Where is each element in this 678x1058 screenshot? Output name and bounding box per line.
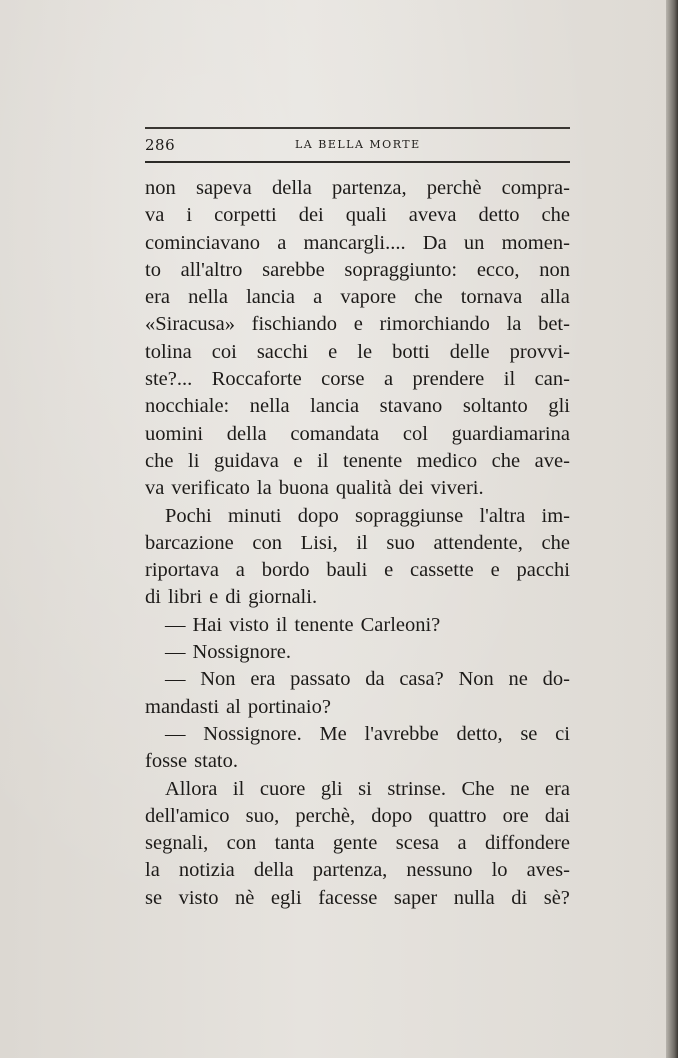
word: stavano bbox=[379, 395, 443, 418]
text-line bbox=[145, 284, 570, 311]
word: momen- bbox=[501, 231, 570, 254]
word: tenente bbox=[294, 613, 354, 636]
word: giornali. bbox=[248, 586, 318, 609]
word: coi bbox=[211, 340, 237, 363]
word: alla bbox=[540, 286, 570, 309]
body-text bbox=[145, 175, 570, 912]
word: rimorchiando bbox=[379, 313, 490, 336]
word: il bbox=[503, 368, 516, 391]
text-line bbox=[145, 830, 570, 857]
word: della bbox=[253, 859, 294, 882]
word: che bbox=[145, 449, 174, 472]
word: segnali, bbox=[145, 832, 209, 855]
word: Non bbox=[458, 668, 494, 691]
word: era bbox=[145, 286, 171, 309]
word: dei bbox=[298, 204, 324, 227]
word: can- bbox=[534, 368, 570, 391]
text-line bbox=[145, 202, 570, 229]
word: — bbox=[165, 722, 186, 745]
word: guardiamarina bbox=[451, 422, 570, 445]
word: lancia bbox=[246, 286, 296, 309]
word: il bbox=[232, 777, 245, 800]
word: quattro bbox=[428, 804, 487, 827]
word: Lisi, bbox=[300, 531, 338, 554]
word: la bbox=[506, 313, 522, 336]
text-line bbox=[145, 339, 570, 366]
word: tenente bbox=[343, 449, 403, 472]
word: suo, bbox=[245, 804, 280, 827]
word: quali bbox=[345, 204, 387, 227]
word: di bbox=[511, 886, 528, 909]
word: dopo bbox=[297, 504, 339, 527]
word: Carleoni? bbox=[360, 613, 441, 636]
text-line bbox=[145, 557, 570, 584]
word: col bbox=[402, 422, 428, 445]
word: provvi- bbox=[509, 340, 570, 363]
running-head: LA BELLA MORTE bbox=[295, 138, 421, 151]
word: bordo bbox=[261, 559, 310, 582]
word: un bbox=[463, 231, 485, 254]
word: che bbox=[541, 531, 570, 554]
word: gente bbox=[332, 832, 378, 855]
word: la bbox=[145, 859, 160, 882]
word: sè? bbox=[543, 886, 570, 909]
word: perchè, bbox=[295, 804, 356, 827]
word: visto bbox=[229, 613, 269, 636]
text-line bbox=[145, 421, 570, 448]
word: ste?... bbox=[145, 368, 193, 391]
word: suo bbox=[386, 531, 415, 554]
word: se bbox=[145, 886, 163, 909]
word: ecco, bbox=[476, 258, 520, 281]
word: qualità bbox=[335, 477, 392, 500]
text-line bbox=[145, 530, 570, 557]
word: nessuno bbox=[406, 859, 473, 882]
word: era bbox=[250, 668, 276, 691]
page-edge-shadow bbox=[666, 0, 678, 1058]
word: portinaio? bbox=[247, 695, 331, 718]
word: riportava bbox=[145, 559, 219, 582]
word: nocchiale: bbox=[145, 395, 230, 418]
word: la bbox=[256, 477, 272, 500]
word: ave- bbox=[534, 449, 570, 472]
word: ne bbox=[510, 777, 530, 800]
word: con bbox=[252, 531, 283, 554]
word: botti bbox=[392, 340, 430, 363]
word: della bbox=[226, 422, 267, 445]
word: va bbox=[145, 204, 165, 227]
text-line bbox=[145, 393, 570, 420]
word: nella bbox=[249, 395, 290, 418]
word: passato bbox=[290, 668, 351, 691]
text-line bbox=[145, 748, 570, 775]
word: e bbox=[328, 340, 338, 363]
word: viveri. bbox=[430, 477, 484, 500]
word: tornava bbox=[460, 286, 523, 309]
word: a bbox=[457, 832, 467, 855]
word: sopraggiunse bbox=[355, 504, 464, 527]
word: facesse bbox=[318, 886, 378, 909]
word: con bbox=[226, 832, 257, 855]
word: da bbox=[365, 668, 385, 691]
word: Allora bbox=[165, 777, 218, 800]
word: non bbox=[145, 177, 176, 199]
word: mancargli.... bbox=[303, 231, 406, 254]
word: e bbox=[353, 313, 363, 336]
word: Roccaforte bbox=[211, 368, 302, 391]
word: sapeva bbox=[195, 177, 252, 199]
word: vapore bbox=[340, 286, 397, 309]
text-line bbox=[145, 257, 570, 284]
word: l'avrebbe bbox=[364, 722, 439, 745]
word: soltanto bbox=[462, 395, 528, 418]
word: visto bbox=[178, 886, 219, 909]
text-line bbox=[145, 311, 570, 338]
word: perchè bbox=[426, 177, 482, 199]
text-line bbox=[145, 666, 570, 693]
text-line bbox=[145, 448, 570, 475]
word: guidava bbox=[213, 449, 279, 472]
text-line bbox=[145, 366, 570, 393]
word: all'altro bbox=[180, 258, 243, 281]
word: lo bbox=[491, 859, 508, 882]
word: va bbox=[145, 477, 165, 500]
word: fischiando bbox=[251, 313, 338, 336]
word: gli bbox=[320, 777, 343, 800]
word: — bbox=[165, 613, 186, 636]
word: ci bbox=[555, 722, 570, 745]
word: li bbox=[188, 449, 200, 472]
word: nella bbox=[188, 286, 228, 309]
text-line bbox=[145, 776, 570, 803]
text-line bbox=[145, 175, 570, 202]
word: stato. bbox=[194, 750, 238, 773]
word: cassette bbox=[410, 559, 474, 582]
word: nè bbox=[235, 886, 255, 909]
word: strinse. bbox=[387, 777, 446, 800]
text-line bbox=[145, 230, 570, 257]
word: Che bbox=[461, 777, 495, 800]
word: casa? bbox=[399, 668, 444, 691]
word: corpetti bbox=[214, 204, 277, 227]
word: Nossignore. bbox=[192, 641, 292, 664]
text-line bbox=[145, 503, 570, 530]
word: scesa bbox=[395, 832, 440, 855]
word: ne bbox=[508, 668, 528, 691]
word: di bbox=[225, 586, 242, 609]
word: pacchi bbox=[516, 559, 570, 582]
word: che bbox=[414, 286, 443, 309]
word: diffondere bbox=[484, 832, 570, 855]
word: tanta bbox=[274, 832, 315, 855]
word: ore bbox=[502, 804, 529, 827]
word: e bbox=[384, 559, 394, 582]
word: compra- bbox=[501, 177, 570, 199]
word: delle bbox=[449, 340, 490, 363]
word: prendere bbox=[412, 368, 485, 391]
word: Hai bbox=[192, 613, 223, 636]
text-line bbox=[145, 694, 570, 721]
word: comandata bbox=[290, 422, 380, 445]
page-number: 286 bbox=[145, 136, 176, 154]
word: corse bbox=[321, 368, 365, 391]
word: detto bbox=[478, 204, 520, 227]
word: al bbox=[226, 695, 241, 718]
word: non bbox=[539, 258, 570, 281]
word: e bbox=[209, 586, 219, 609]
word: partenza, bbox=[332, 177, 407, 199]
text-line bbox=[145, 885, 570, 912]
word: — bbox=[165, 641, 186, 664]
word: Pochi bbox=[165, 504, 212, 527]
word: — bbox=[165, 668, 186, 691]
text-line bbox=[145, 803, 570, 830]
word: il bbox=[317, 449, 329, 472]
word: bauli bbox=[326, 559, 368, 582]
text-line bbox=[145, 639, 570, 666]
word: dell'amico bbox=[145, 804, 230, 827]
word: «Siracusa» bbox=[145, 313, 235, 336]
word: barcazione bbox=[145, 531, 234, 554]
word: egli bbox=[270, 886, 302, 909]
word: do- bbox=[542, 668, 570, 691]
word: fosse bbox=[145, 750, 188, 773]
word: a bbox=[383, 368, 394, 391]
word: dai bbox=[544, 804, 570, 827]
word: tolina bbox=[145, 340, 192, 363]
word: a bbox=[235, 559, 245, 582]
word: partenza, bbox=[312, 859, 388, 882]
page-header bbox=[145, 127, 570, 163]
word: gli bbox=[548, 395, 570, 418]
word: dopo bbox=[371, 804, 413, 827]
word: era bbox=[544, 777, 570, 800]
word: e bbox=[490, 559, 500, 582]
word: della bbox=[271, 177, 312, 199]
word: saper bbox=[393, 886, 438, 909]
text-line bbox=[145, 584, 570, 611]
word: aves- bbox=[526, 859, 570, 882]
word: che bbox=[541, 204, 570, 227]
word: i bbox=[186, 204, 193, 227]
word: l'altra bbox=[479, 504, 526, 527]
text-line bbox=[145, 612, 570, 639]
word: attendente, bbox=[433, 531, 523, 554]
word: Da bbox=[422, 231, 447, 254]
word: nulla bbox=[453, 886, 495, 909]
word: cuore bbox=[259, 777, 306, 800]
word: di bbox=[145, 586, 161, 609]
text-line bbox=[145, 857, 570, 884]
word: se bbox=[520, 722, 538, 745]
word: le bbox=[357, 340, 373, 363]
word: Non bbox=[200, 668, 236, 691]
word: notizia bbox=[178, 859, 235, 882]
word: sarebbe bbox=[262, 258, 325, 281]
word: detto, bbox=[456, 722, 503, 745]
word: lancia bbox=[310, 395, 360, 418]
word: a bbox=[313, 286, 323, 309]
word: si bbox=[358, 777, 372, 800]
word: mandasti bbox=[145, 695, 220, 718]
word: medico bbox=[416, 449, 478, 472]
word: im- bbox=[541, 504, 570, 527]
text-line bbox=[145, 475, 570, 502]
word: minuti bbox=[227, 504, 282, 527]
word: Me bbox=[319, 722, 347, 745]
word: aveva bbox=[408, 204, 457, 227]
word: bet- bbox=[538, 313, 570, 336]
word: dei bbox=[398, 477, 424, 500]
word: e bbox=[293, 449, 303, 472]
word: libri bbox=[167, 586, 203, 609]
word: sopraggiunto: bbox=[344, 258, 458, 281]
word: il bbox=[356, 531, 368, 554]
word: sacchi bbox=[256, 340, 309, 363]
word: che bbox=[491, 449, 521, 472]
word: uomini bbox=[145, 422, 204, 445]
word: verificato bbox=[171, 477, 250, 500]
word: il bbox=[275, 613, 288, 636]
word: Nossignore. bbox=[203, 722, 302, 745]
text-line bbox=[145, 721, 570, 748]
word: to bbox=[145, 258, 161, 281]
word: cominciavano bbox=[145, 231, 260, 254]
word: a bbox=[277, 231, 287, 254]
word: buona bbox=[278, 477, 329, 500]
